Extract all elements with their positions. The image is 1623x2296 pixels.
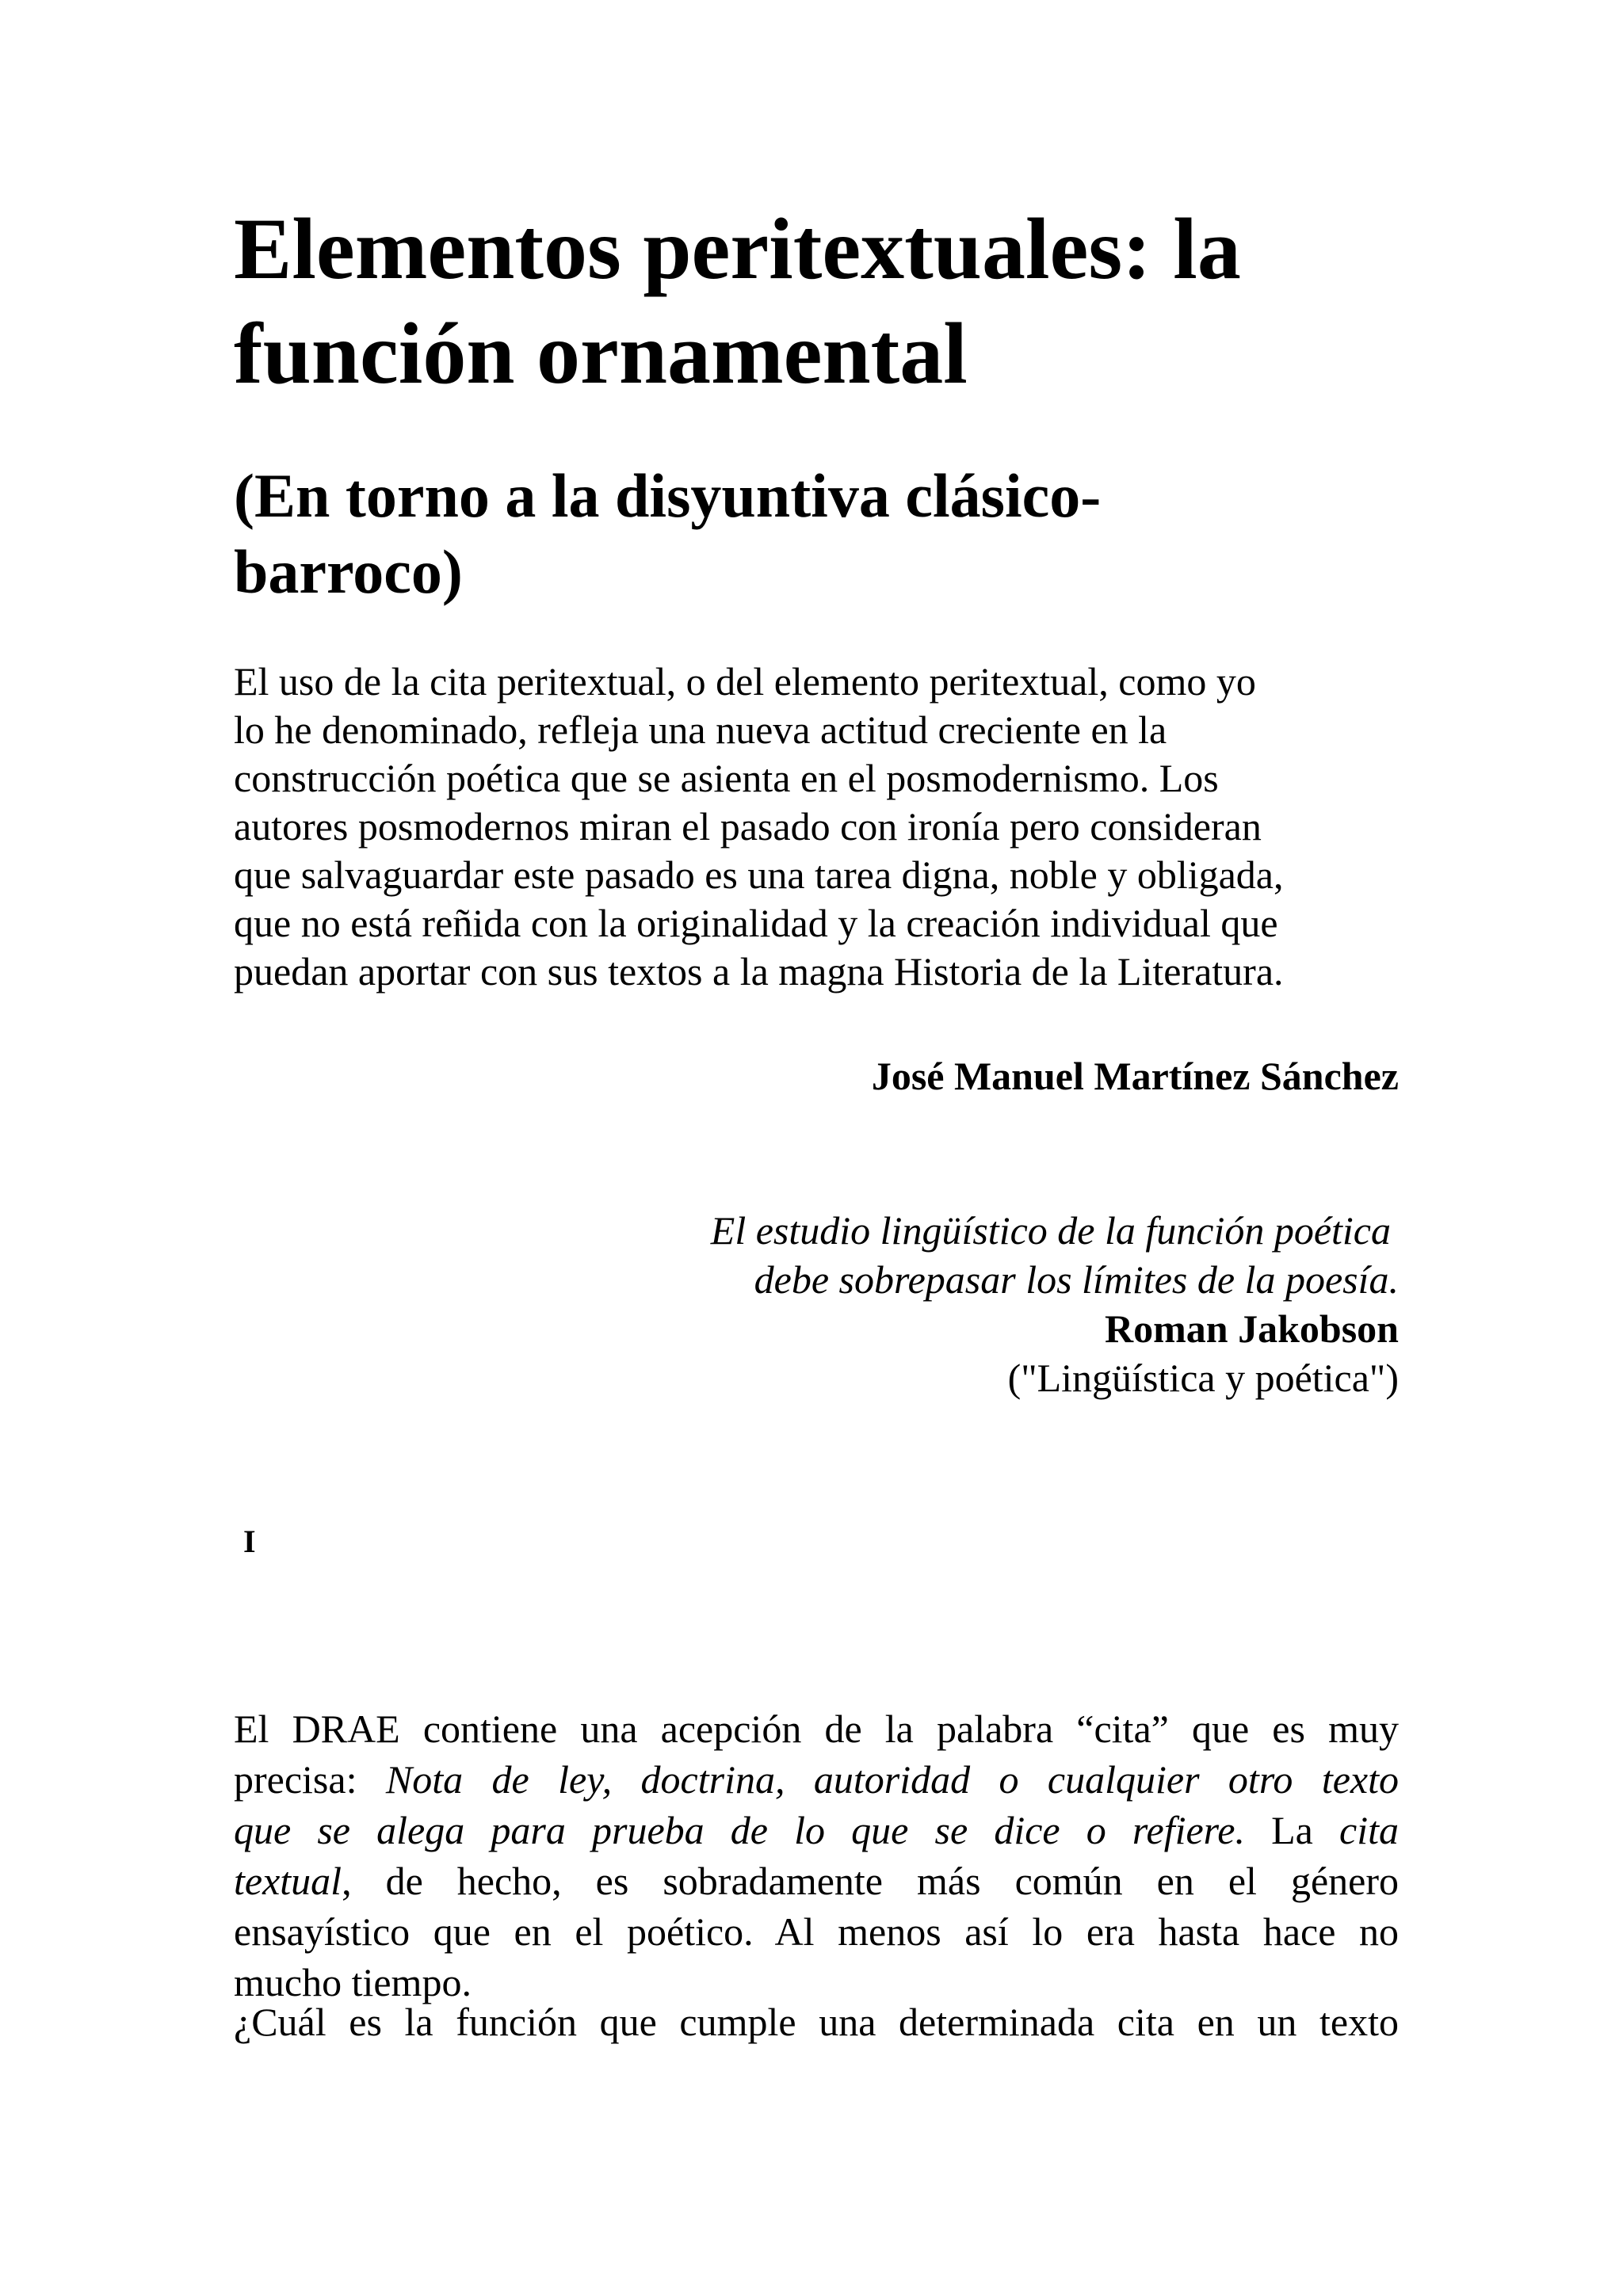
body-paragraph-2 (234, 1997, 1399, 2047)
paragraph-line: mucho tiempo. (234, 1960, 472, 2004)
abstract-line: lo he denominado, refleja una nueva actitud creciente en la (234, 707, 1167, 752)
paragraph-italic-text: cita (1339, 1808, 1400, 1852)
paragraph-line: El DRAE contiene una acepción de la palabra “cita” que es muy (234, 1707, 1399, 1751)
paragraph-italic-text: Nota de ley, doctrina, autoridad o cualquier otro texto (385, 1757, 1399, 1802)
paragraph-line (234, 1855, 1399, 1906)
paragraph-line (234, 1754, 1399, 1805)
paragraph-text: La (1244, 1808, 1340, 1852)
abstract-line: autores posmodernos miran el pasado con ironía pero consideran (234, 804, 1262, 849)
abstract-line: puedan aportar con sus textos a la magna Historia de la Literatura. (234, 949, 1284, 994)
epigraph-source: ("Lingüística y poética") (1007, 1356, 1399, 1400)
paragraph-text: , de hecho, es sobradamente más común en el género (342, 1859, 1399, 1903)
paragraph-line: ¿Cuál es la función que cumple una determinada cita en un texto (234, 2000, 1399, 2044)
epigraph-author: Roman Jakobson (1105, 1306, 1399, 1351)
paragraph-italic-text: que se alega para prueba de lo que se dice o refiere. (234, 1808, 1245, 1852)
paragraph-text: precisa: (234, 1757, 386, 1802)
abstract-line: que salvaguardar este pasado es una tarea digna, noble y obligada, (234, 852, 1284, 897)
epigraph (234, 1206, 1399, 1402)
document-title (234, 196, 1423, 406)
title-line-1: Elementos peritextuales: la (234, 200, 1241, 297)
epigraph-quote-line-2: debe sobrepasar los límites de la poesía. (754, 1257, 1399, 1302)
abstract-line: construcción poética que se asienta en el posmodernismo. Los (234, 756, 1219, 800)
title-line-2: función ornamental (234, 305, 968, 402)
subtitle-line-1: (En torno a la disyuntiva clásico- (234, 461, 1102, 530)
section-number: I (243, 1524, 256, 1559)
epigraph-quote-line-1: El estudio lingüístico de la función poética (710, 1208, 1391, 1253)
document-subtitle (234, 458, 1264, 610)
paragraph-line: ensayístico que en el poético. Al menos así lo era hasta hace no (234, 1909, 1399, 1954)
article-author: José Manuel Martínez Sánchez (871, 1054, 1399, 1098)
abstract-line: El uso de la cita peritextual, o del elemento peritextual, como yo (234, 659, 1256, 704)
body-paragraph-1 (234, 1703, 1399, 2008)
abstract-line: que no está reñida con la originalidad y la creación individual que (234, 901, 1278, 945)
subtitle-line-2: barroco) (234, 537, 463, 606)
paragraph-line (234, 1805, 1399, 1855)
paragraph-italic-text: textual (234, 1859, 342, 1903)
abstract-paragraph (234, 658, 1423, 996)
